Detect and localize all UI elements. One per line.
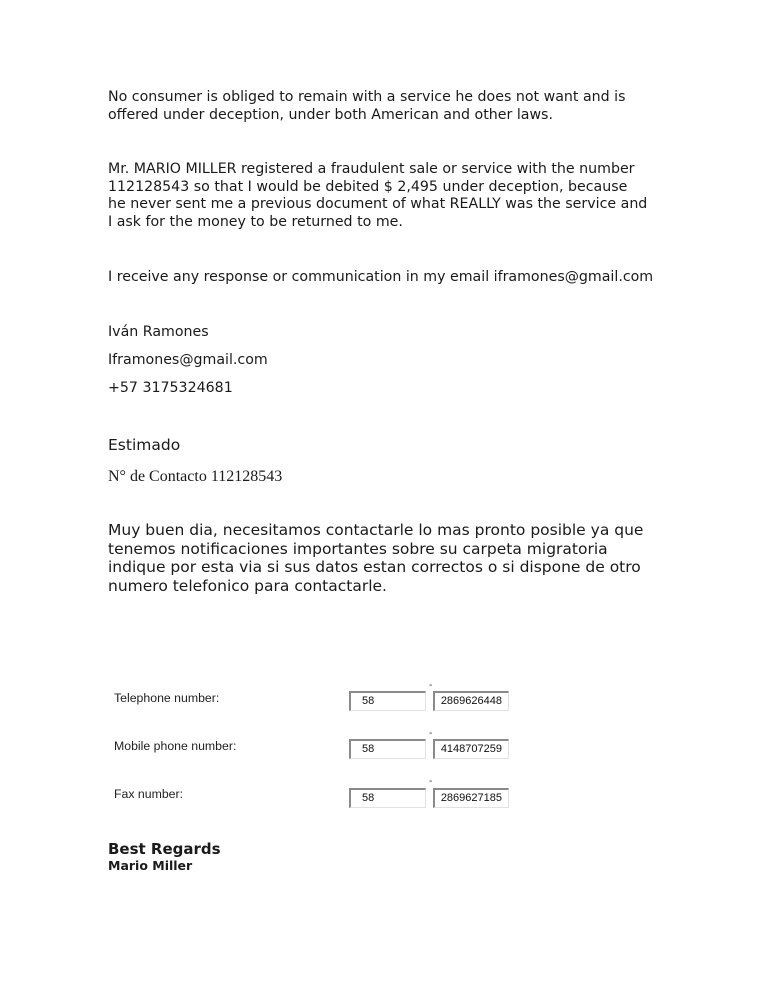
separator-dash: - (429, 680, 433, 691)
telephone-label: Telephone number: (114, 691, 220, 705)
greeting: Estimado (108, 436, 181, 454)
closing-regards: Best Regards (108, 840, 221, 858)
sender-name: Iván Ramones (108, 324, 209, 340)
fax-number-input[interactable]: 2869627185 (433, 788, 509, 808)
sender-phone: +57 3175324681 (108, 380, 233, 396)
paragraph-contact-request: I receive any response or communication in my email iframones@gmail.com (108, 269, 654, 285)
mobile-number-input[interactable]: 4148707259 (433, 739, 509, 759)
telephone-number-input[interactable]: 2869626448 (433, 691, 509, 711)
quoted-message-body: Muy buen dia, necesitamos contactarle lo mas pronto posible ya que tenemos notificaciones importantes sobre su carpeta migratoria indique por esta via si sus datos estan correctos o si dispone de otro numero telefonico para contactarle. (108, 521, 644, 595)
separator-dash: - (429, 776, 433, 787)
sender-email: Iframones@gmail.com (108, 352, 268, 368)
mobile-label: Mobile phone number: (114, 739, 237, 753)
separator-dash: - (429, 728, 433, 739)
mobile-country-code-input[interactable]: 58 (349, 739, 426, 759)
paragraph-consumer-rights: No consumer is obliged to remain with a service he does not want and is offered under deception, under both American and other laws. (108, 89, 626, 123)
telephone-country-code-input[interactable]: 58 (349, 691, 426, 711)
fax-label: Fax number: (114, 787, 184, 801)
contact-number-line: N° de Contacto 112128543 (108, 468, 283, 485)
paragraph-complaint: Mr. MARIO MILLER registered a fraudulent sale or service with the number 112128543 so that I would be debited $ 2,495 under deception, because he never sent me a previous document of what REALLY was the service and I ask for the money to be returned to me. (108, 161, 648, 230)
closing-name: Mario Miller (108, 858, 193, 873)
fax-country-code-input[interactable]: 58 (349, 788, 426, 808)
